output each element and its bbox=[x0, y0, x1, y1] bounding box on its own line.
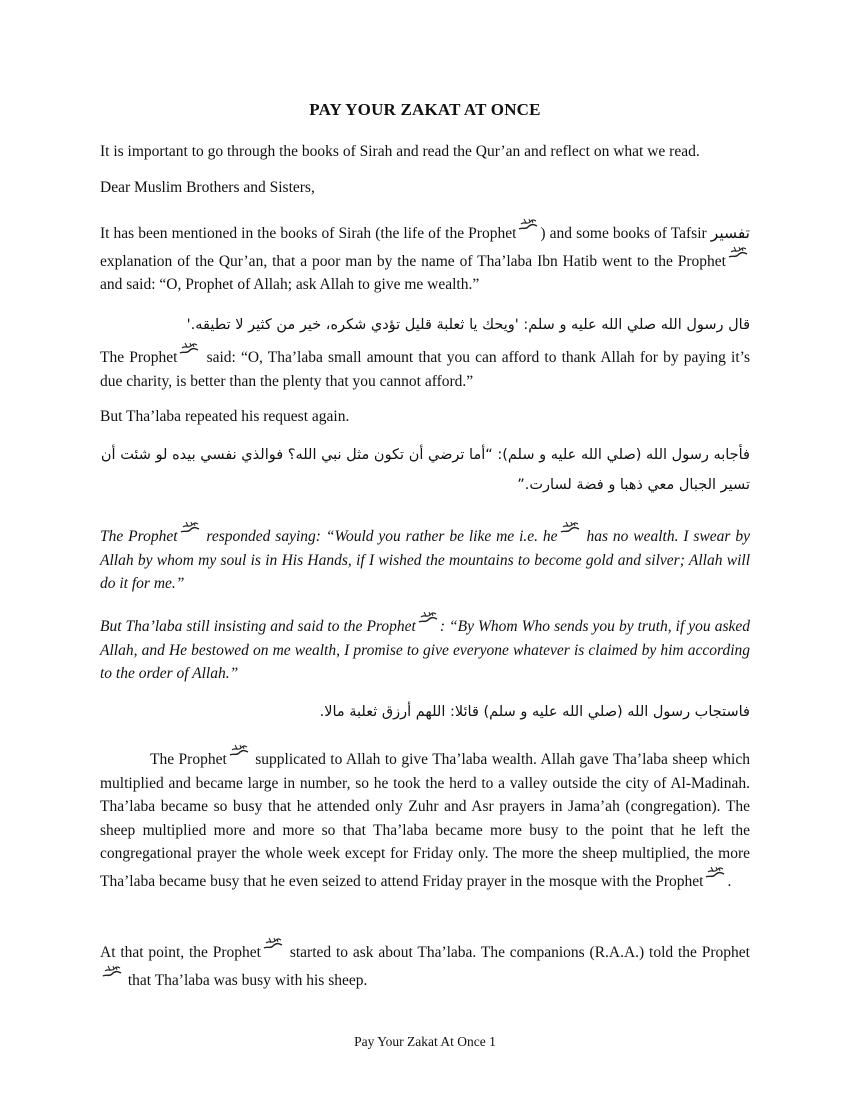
paragraph-prophet-responded bbox=[100, 521, 750, 596]
paragraph-thalaba-insisting bbox=[100, 611, 750, 686]
pbuh-icon bbox=[229, 744, 249, 758]
pbuh-icon bbox=[705, 866, 725, 880]
pbuh-icon bbox=[560, 521, 580, 535]
salutation: Dear Muslim Brothers and Sisters, bbox=[100, 179, 315, 196]
pbuh-icon bbox=[102, 965, 122, 979]
document-title: PAY YOUR ZAKAT AT ONCE bbox=[309, 100, 541, 119]
text-run: The Prophet bbox=[100, 528, 178, 545]
text-run: . bbox=[727, 872, 732, 890]
intro-paragraph: It is important to go through the books of Sirah and read the Qur’an and reflect on what we read. bbox=[100, 143, 700, 160]
paragraph-companions bbox=[100, 937, 750, 992]
text-run: supplicated to Allah to give Tha’laba wealth. Allah gave Tha’laba sheep which multiplied and became large in number, so he took the herd to a valley outside the city of Al-Madinah. Tha’laba became so busy that he attended only Zuhr and Asr prayers in Jama’ah (congregation). The sheep multiplied more and more so that Tha’laba became more busy to the point that he left the congregational prayer the whole week except for Friday only. The more the sheep multiplied, the more Tha’laba became busy that he even seized to attend Friday prayer in the mosque with the Prophet bbox=[100, 751, 750, 890]
paragraph-repeated-request: But Tha’laba repeated his request again. bbox=[100, 408, 350, 425]
text-run: said: “O, Tha’laba small amount that you can afford to thank Allah for by paying it’s due charity, is better than the plenty that you cannot afford.” bbox=[100, 349, 750, 390]
arabic-hadith-2: فأجابه رسول الله (صلي الله عليه و سلم): “أما ترضي أن تكون مثل نبي الله؟ فوالذي نفسي بيده لو شئت أن تسير الجبال معي ذهبا و فضة لسارت.” bbox=[100, 447, 750, 493]
text-run: But Tha’laba still insisting and said to the Prophet bbox=[100, 618, 416, 635]
text-run: It has been mentioned in the books of Sirah (the life of the Prophet bbox=[100, 225, 517, 242]
arabic-hadith-3: فاستجاب رسول الله (صلي الله عليه و سلم) قائلا: اللهم أرزق ثعلبة مالا. bbox=[319, 704, 750, 720]
pbuh-icon bbox=[418, 611, 438, 625]
paragraph-prophet-said bbox=[100, 342, 750, 393]
arabic-hadith-1: قال رسول الله صلي الله عليه و سلم: 'ويحك يا ثعلبة قليل تؤدي شكره، خير من كثير لا تطيقه.' bbox=[186, 317, 750, 333]
paragraph-supplication bbox=[100, 744, 750, 893]
pbuh-icon bbox=[179, 342, 199, 356]
text-run: : “By Whom Who sends you by truth, if you asked Allah, and He bestowed on me wealth, I promise to give everyone whatever is claimed by him according to the order of Allah.” bbox=[100, 618, 751, 682]
paragraph-sirah bbox=[100, 218, 750, 297]
text-run: The Prophet bbox=[150, 751, 227, 768]
text-run: ) and some books of Tafsir تفسير explanation of the Qur’an, that a poor man by the name of Tha’laba Ibn Hatib went to the Prophet bbox=[100, 225, 750, 270]
text-run: The Prophet bbox=[100, 349, 178, 366]
pbuh-icon bbox=[180, 521, 200, 535]
text-run: At that point, the Prophet bbox=[100, 944, 261, 961]
text-run: has no wealth. I swear by Allah by whom my soul is in His Hands, if I wished the mountains to become gold and silver; Allah will do it for me.” bbox=[100, 528, 750, 592]
page-footer: Pay Your Zakat At Once 1 bbox=[354, 1034, 496, 1049]
pbuh-icon bbox=[728, 246, 748, 260]
text-run: responded saying: “Would you rather be like me i.e. he bbox=[201, 528, 558, 545]
text-run: that Tha’laba was busy with his sheep. bbox=[124, 971, 368, 989]
pbuh-icon bbox=[518, 218, 538, 232]
pbuh-icon bbox=[263, 937, 283, 951]
text-run: and said: “O, Prophet of Allah; ask Allah to give me wealth.” bbox=[100, 276, 480, 293]
text-run: started to ask about Tha’laba. The companions (R.A.A.) told the Prophet bbox=[284, 944, 750, 961]
